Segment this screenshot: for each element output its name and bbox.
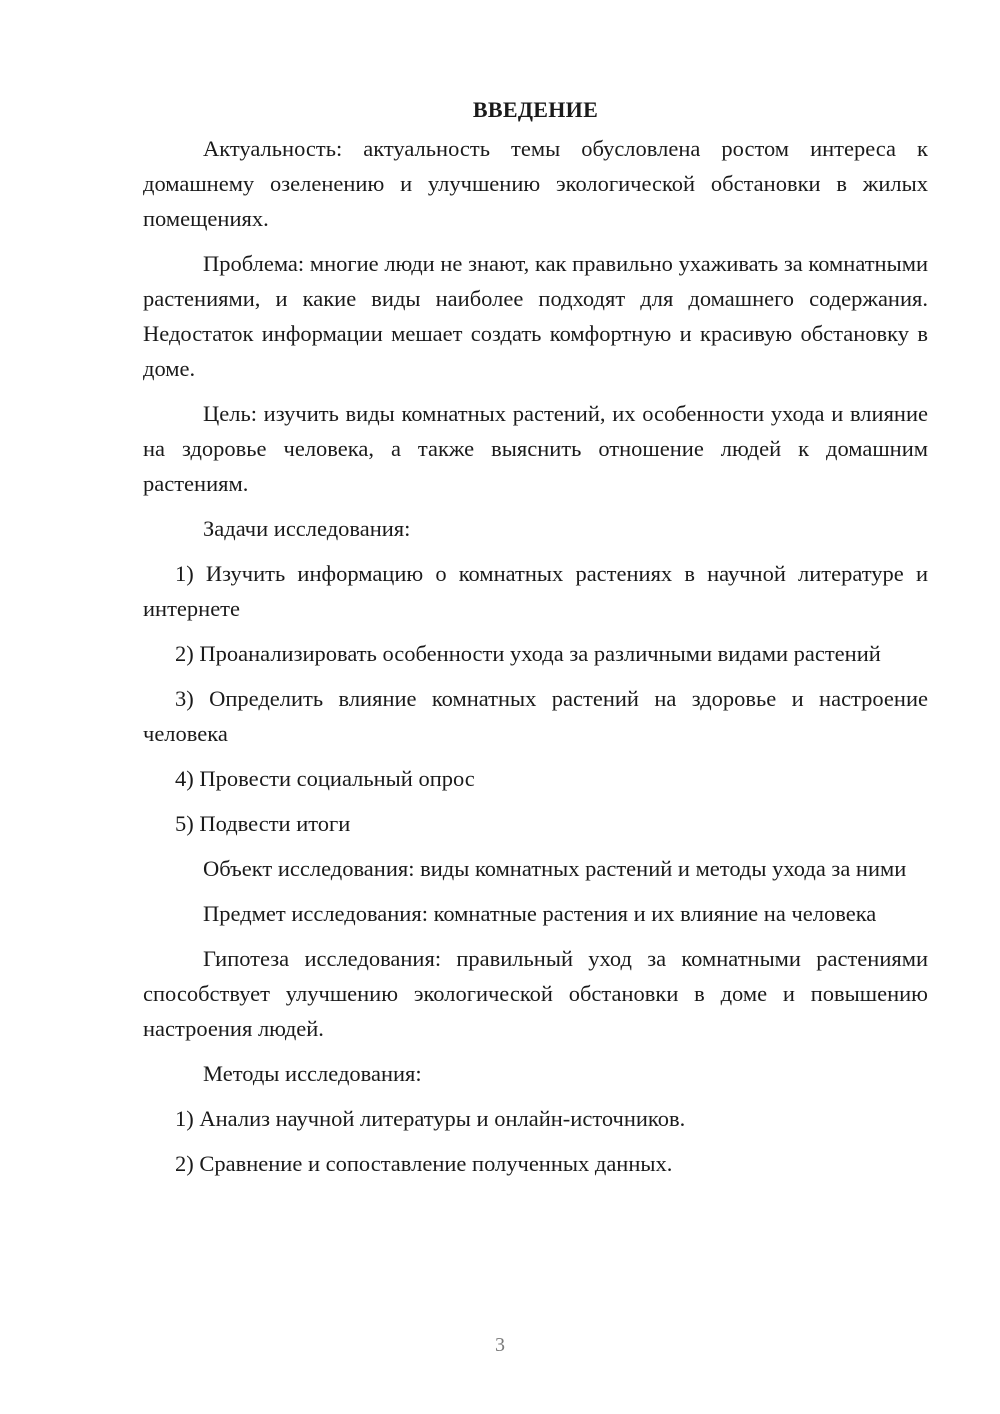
paragraph-object: Объект исследования: виды комнатных растений и методы ухода за ними [203,856,907,881]
paragraph-actuality: Актуальность: актуальность темы обусловлена ростом интереса к домашнему озеленению и улучшению экологической обстановки в жилых помещениях. [143,136,928,231]
page-number: 3 [495,1334,505,1356]
methods-title: Методы исследования: [203,1061,422,1086]
tasks-title: Задачи исследования: [203,516,411,541]
task-item-4: 4) Провести социальный опрос [175,766,475,791]
task-item-2: 2) Проанализировать особенности ухода за различными видами растений [175,641,881,666]
paragraph-goal: Цель: изучить виды комнатных растений, их особенности ухода и влияние на здоровье человека, а также выяснить отношение людей к домашним растениям. [143,401,928,496]
method-item-2: 2) Сравнение и сопоставление полученных данных. [175,1151,673,1176]
paragraph-hypothesis: Гипотеза исследования: правильный уход за комнатными растениями способствует улучшению экологической обстановки в доме и повышению настроения людей. [143,946,928,1041]
task-item-1: 1) Изучить информацию о комнатных растениях в научной литературе и интернете [143,561,928,621]
paragraph-subject: Предмет исследования: комнатные растения и их влияние на человека [203,901,877,926]
page-content [143,95,928,1191]
task-item-3: 3) Определить влияние комнатных растений на здоровье и настроение человека [143,686,928,746]
paragraph-problem: Проблема: многие люди не знают, как правильно ухаживать за комнатными растениями, и какие виды наиболее подходят для домашнего содержания. Недостаток информации мешает создать комфортную и красивую обстановку в доме. [143,251,928,381]
section-heading: ВВЕДЕНИЕ [472,97,599,122]
task-item-5: 5) Подвести итоги [175,811,351,836]
method-item-1: 1) Анализ научной литературы и онлайн-источников. [175,1106,686,1131]
